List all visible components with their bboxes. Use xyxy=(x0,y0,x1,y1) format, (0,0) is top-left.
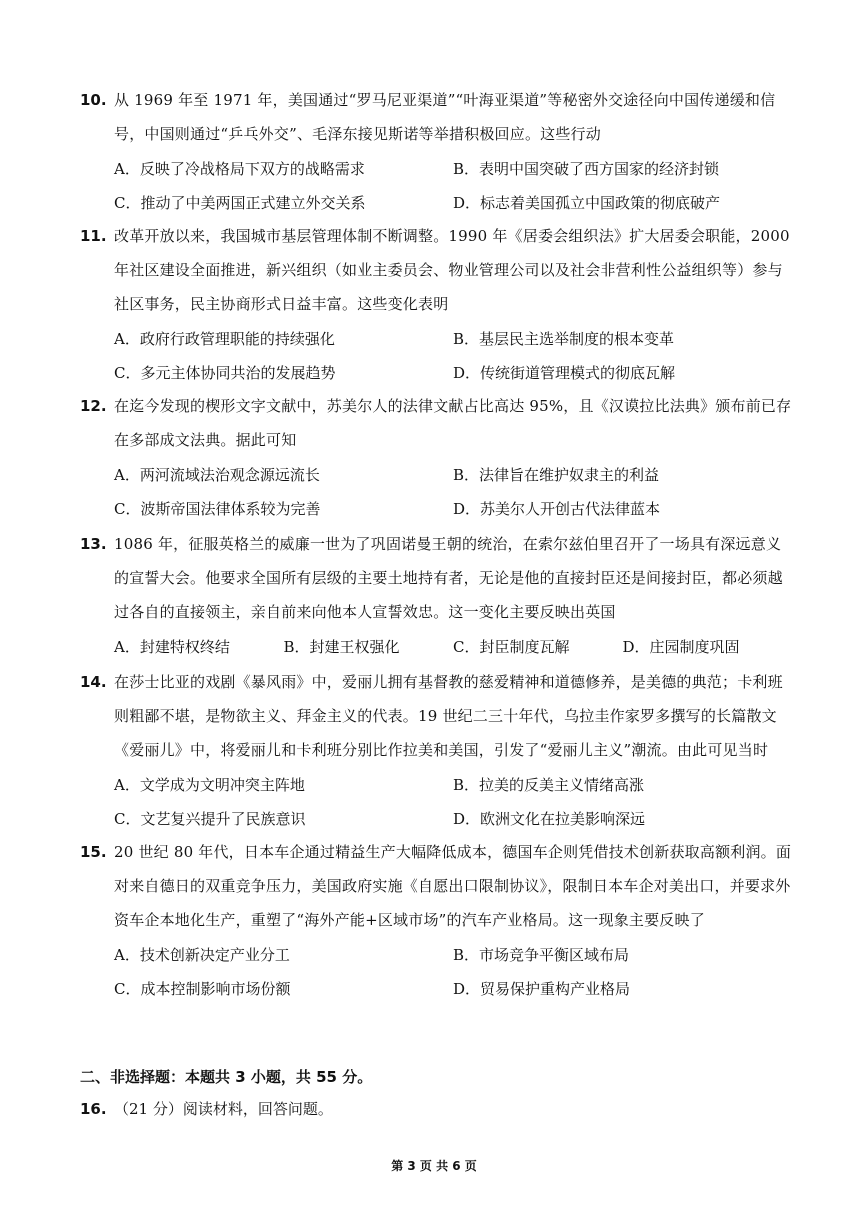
option-a: A．技术创新决定产业分工 xyxy=(114,945,290,964)
option-d: D．庄园制度巩固 xyxy=(622,637,740,656)
page-footer: 第 3 页 共 6 页 xyxy=(391,1159,477,1173)
question-stem: 在迄今发现的楔形文字文献中，苏美尔人的法律文献占比高达 95%，且《汉谟拉比法典》颁布前已存在多部成文法典。据此可知 xyxy=(114,397,792,449)
question-number: 12. xyxy=(80,397,107,415)
option-b: B．法律旨在维护奴隶主的利益 xyxy=(453,465,660,484)
question-number: 13. xyxy=(80,535,107,553)
option-c: C．成本控制影响市场份额 xyxy=(114,979,291,998)
options xyxy=(114,937,792,1005)
option-d: D．传统街道管理模式的彻底瓦解 xyxy=(453,363,676,382)
question-15 xyxy=(80,835,792,1005)
question-stem: 20 世纪 80 年代，日本车企通过精益生产大幅降低成本，德国车企则凭借技术创新获取高额利润。面对来自德日的双重竞争压力，美国政府实施《自愿出口限制协议》，限制日本车企对美出口，并要求外资车企本地化生产，重塑了“海外产能+区域市场”的汽车产业格局。这一现象主要反映了 xyxy=(114,843,792,929)
option-c: C．多元主体协同共治的发展趋势 xyxy=(114,363,336,382)
question-16 xyxy=(80,1098,333,1119)
options xyxy=(114,767,792,835)
question-number: 11. xyxy=(80,227,107,245)
option-a: A．文学成为文明冲突主阵地 xyxy=(114,775,305,794)
question-10 xyxy=(80,83,792,219)
option-a: A．封建特权终结 xyxy=(114,637,230,656)
option-d: D．欧洲文化在拉美影响深远 xyxy=(453,809,646,828)
question-11 xyxy=(80,219,792,389)
option-c: C．波斯帝国法律体系较为完善 xyxy=(114,499,321,518)
question-12 xyxy=(80,389,792,525)
question-number: 10. xyxy=(80,91,107,109)
option-b: B．拉美的反美主义情绪高涨 xyxy=(453,775,645,794)
option-d: D．贸易保护重构产业格局 xyxy=(453,979,631,998)
question-text: （21 分）阅读材料，回答问题。 xyxy=(114,1100,333,1118)
question-stem: 1086 年，征服英格兰的威廉一世为了巩固诺曼王朝的统治，在索尔兹伯里召开了一场具有深远意义的宣誓大会。他要求全国所有层级的主要土地持有者，无论是他的直接封臣还是间接封臣，都必须越过各自的直接领主，亲自前来向他本人宣誓效忠。这一变化主要反映出英国 xyxy=(114,535,783,621)
question-number: 15. xyxy=(80,843,107,861)
option-d: D．标志着美国孤立中国政策的彻底破产 xyxy=(453,193,721,212)
question-stem: 从 1969 年至 1971 年，美国通过“罗马尼亚渠道”“叶海亚渠道”等秘密外交途径向中国传递缓和信号，中国则通过“乒乓外交”、毛泽东接见斯诺等举措积极回应。这些行动 xyxy=(114,91,776,143)
option-a: A．反映了冷战格局下双方的战略需求 xyxy=(114,159,365,178)
question-14 xyxy=(80,665,792,835)
options xyxy=(114,151,792,219)
options xyxy=(114,457,792,525)
question-number: 16. xyxy=(80,1100,107,1118)
option-a: A．政府行政管理职能的持续强化 xyxy=(114,329,335,348)
option-b: B．表明中国突破了西方国家的经济封锁 xyxy=(453,159,720,178)
question-13 xyxy=(80,527,792,663)
option-c: C．推动了中美两国正式建立外交关系 xyxy=(114,193,366,212)
question-number: 14. xyxy=(80,673,107,691)
question-stem: 在莎士比亚的戏剧《暴风雨》中，爱丽儿拥有基督教的慈爱精神和道德修养，是美德的典范；卡利班则粗鄙不堪，是物欲主义、拜金主义的代表。19 世纪二三十年代，乌拉圭作家罗多撰写的长篇散文《爱丽儿》中，将爱丽儿和卡利班分别比作拉美和美国，引发了“爱丽儿主义”潮流。由此可见当时 xyxy=(114,673,783,759)
section-title: 二、非选择题：本题共 3 小题，共 55 分。 xyxy=(80,1068,373,1086)
option-c: C．封臣制度瓦解 xyxy=(453,637,570,656)
option-c: C．文艺复兴提升了民族意识 xyxy=(114,809,306,828)
option-d: D．苏美尔人开创古代法律蓝本 xyxy=(453,499,661,518)
option-b: B．封建王权强化 xyxy=(283,637,400,656)
option-b: B．市场竞争平衡区域布局 xyxy=(453,945,630,964)
option-a: A．两河流域法治观念源远流长 xyxy=(114,465,320,484)
question-stem: 改革开放以来，我国城市基层管理体制不断调整。1990 年《居委会组织法》扩大居委会职能，2000 年社区建设全面推进，新兴组织（如业主委员会、物业管理公司以及社会非营利性公益组织等）参与社区事务，民主协商形式日益丰富。这些变化表明 xyxy=(114,227,790,313)
options xyxy=(114,629,792,663)
option-b: B．基层民主选举制度的根本变革 xyxy=(453,329,675,348)
options xyxy=(114,321,792,389)
